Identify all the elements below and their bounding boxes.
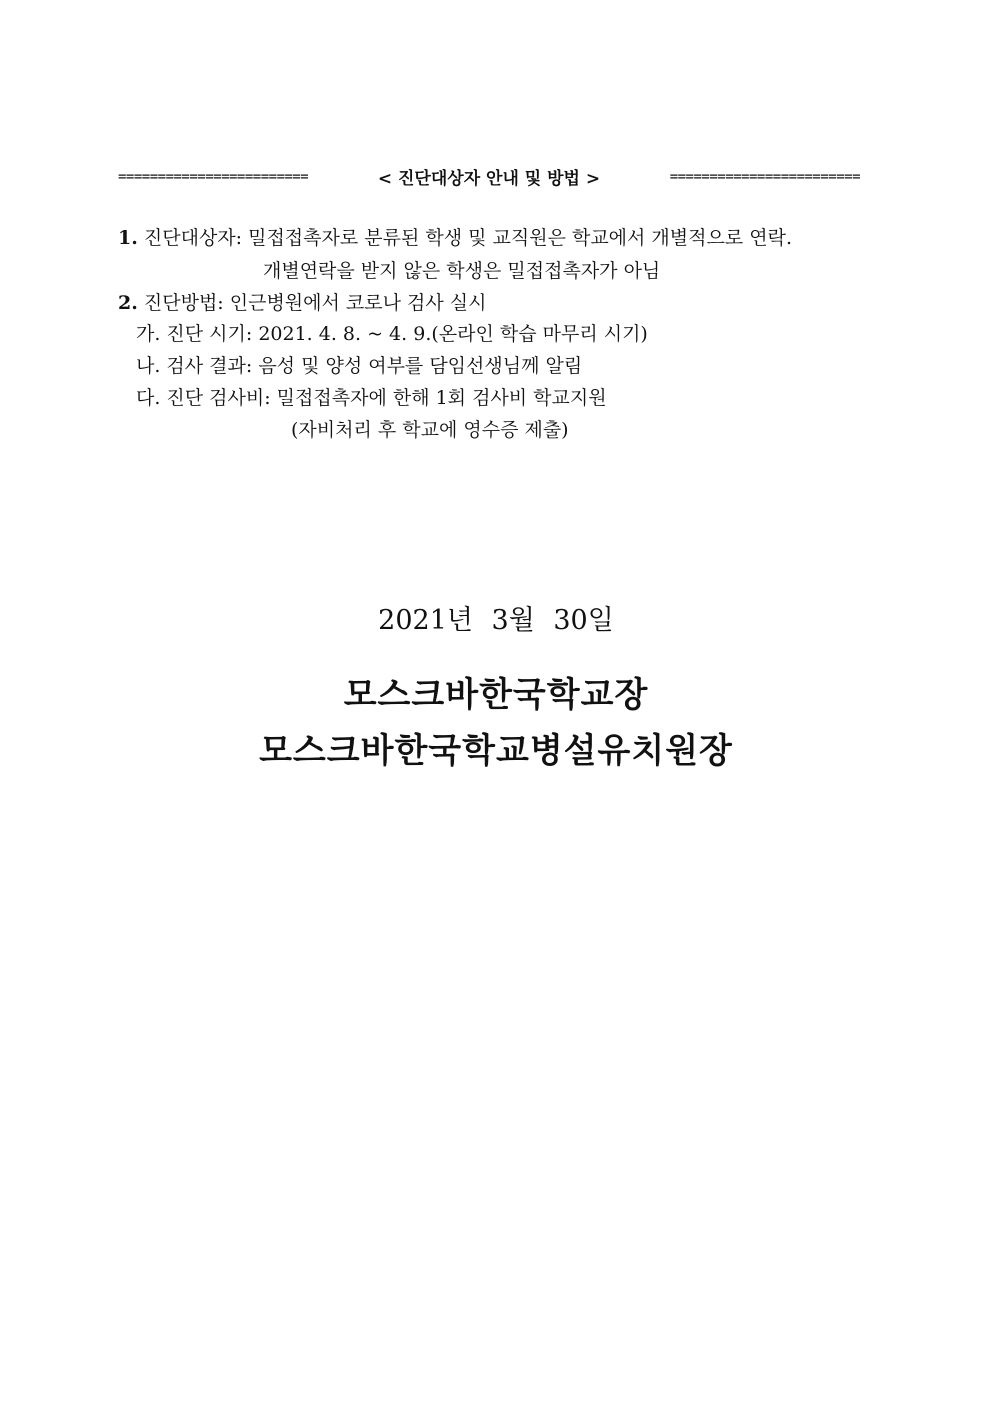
document-date: 2021년 3월 30일 [378, 605, 614, 636]
sub-item-da: 다. 진단 검사비: 밀접접촉자에 한해 1회 검사비 학교지원 [136, 387, 607, 409]
sub-item-na: 나. 검사 결과: 음성 및 양성 여부를 담임선생님께 알림 [136, 355, 583, 377]
signature-kindergarten-principal: 모스크바한국학교병설유치원장 [259, 731, 733, 771]
item-2-number: 2. [118, 292, 138, 314]
section-title: < 진단대상자 안내 및 방법 > [377, 169, 601, 189]
header-rule-right: ======================== [669, 168, 860, 185]
sub-item-da-note: (자비처리 후 학교에 영수증 제출) [291, 419, 569, 441]
item-1 [118, 229, 792, 248]
header-rule-left: ======================== [118, 168, 309, 185]
item-2-text: 진단방법: 인근병원에서 코로나 검사 실시 [143, 292, 487, 314]
item-1-continuation: 개별연락을 받지 않은 학생은 밀접접촉자가 아님 [263, 260, 661, 282]
signature-school-principal: 모스크바한국학교장 [343, 675, 649, 715]
section-header [118, 164, 860, 189]
item-2 [118, 294, 486, 313]
item-1-text: 진단대상자: 밀접접촉자로 분류된 학생 및 교직원은 학교에서 개별적으로 연락. [143, 227, 792, 249]
sub-item-ga: 가. 진단 시기: 2021. 4. 8. ~ 4. 9.(온라인 학습 마무리 시기) [136, 323, 648, 345]
item-1-number: 1. [118, 227, 138, 249]
